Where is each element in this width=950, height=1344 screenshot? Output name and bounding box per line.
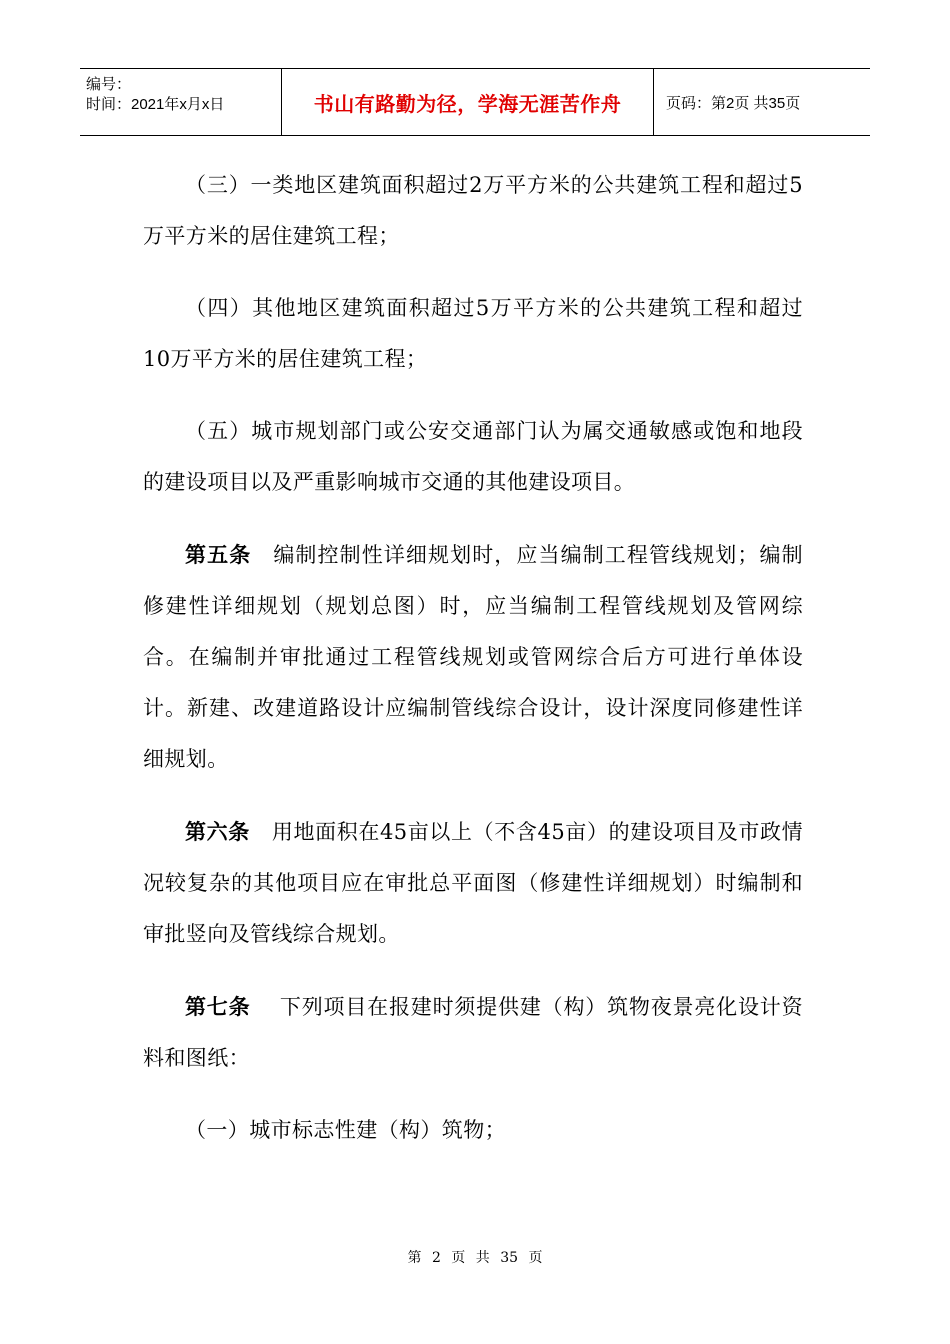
header-page-info: 页码：第2页 共35页 bbox=[666, 94, 801, 112]
clause-four bbox=[143, 283, 803, 385]
article-number: 第六条 bbox=[185, 819, 250, 844]
document-body bbox=[143, 160, 803, 1177]
article-number: 第七条 bbox=[185, 994, 251, 1019]
paragraph-text: （四）其他地区建筑面积超过5万平方米的公共建筑工程和超过10万平方米的居住建筑工程； bbox=[143, 296, 803, 371]
document-header bbox=[80, 68, 870, 136]
clause-one bbox=[143, 1105, 803, 1156]
paragraph-text: （五）城市规划部门或公安交通部门认为属交通敏感或饱和地段的建设项目以及严重影响城市交通的其他建设项目。 bbox=[143, 419, 803, 494]
article-number: 第五条 bbox=[185, 542, 252, 567]
paragraph-text: 用地面积在45亩以上（不含45亩）的建设项目及市政情况较复杂的其他项目应在审批总平面图（修建性详细规划）时编制和审批竖向及管线综合规划。 bbox=[143, 820, 803, 946]
paragraph-text: 下列项目在报建时须提供建（构）筑物夜景亮化设计资料和图纸： bbox=[143, 995, 803, 1070]
clause-three bbox=[143, 160, 803, 262]
code-label: 编号： bbox=[86, 76, 132, 93]
page-footer: 第 2 页 共 35 页 bbox=[407, 1250, 543, 1266]
article-six bbox=[143, 806, 803, 960]
paragraph-text: （一）城市标志性建（构）筑物； bbox=[185, 1118, 506, 1142]
article-five bbox=[143, 529, 803, 785]
article-seven bbox=[143, 981, 803, 1084]
date-label: 时间：2021年x月x日 bbox=[86, 96, 225, 113]
paragraph-text: 编制控制性详细规划时，应当编制工程管线规划；编制修建性详细规划（规划总图）时，应当编制工程管线规划及管网综合。在编制并审批通过工程管线规划或管网综合后方可进行单体设计。新建、改建道路设计应编制管线综合设计，设计深度同修建性详细规划。 bbox=[143, 543, 803, 771]
clause-five bbox=[143, 406, 803, 508]
header-motto: 书山有路勤为径，学海无涯苦作舟 bbox=[282, 69, 654, 135]
paragraph-text: （三）一类地区建筑面积超过2万平方米的公共建筑工程和超过5万平方米的居住建筑工程； bbox=[143, 173, 803, 248]
header-meta-cell bbox=[80, 69, 282, 135]
